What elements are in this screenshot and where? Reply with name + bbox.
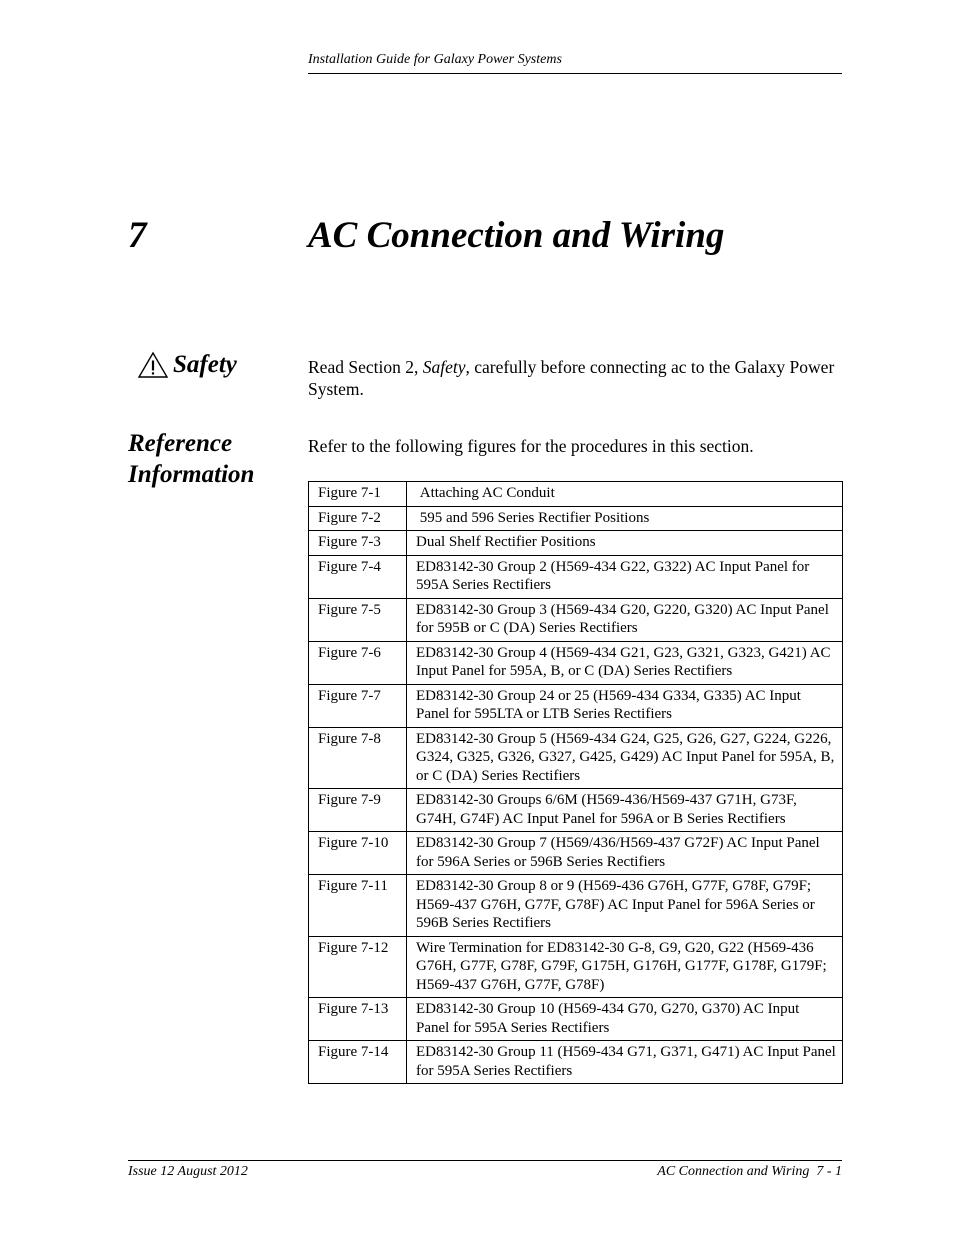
figure-description-cell: ED83142-30 Group 2 (H569-434 G22, G322) AC Input Panel for 595A Series Rectifiers: [407, 555, 843, 598]
table-row: [309, 641, 843, 684]
safety-text-italic: Safety: [422, 357, 466, 377]
page-footer: [128, 1160, 842, 1180]
figure-description-cell: ED83142-30 Group 8 or 9 (H569-436 G76H, G77F, G78F, G79F; H569-437 G76H, G77F, G78F) AC Input Panel for 596A Series or 596B Series Rectifiers: [407, 875, 843, 937]
figure-number-cell: Figure 7-11: [309, 875, 407, 937]
figure-number-cell: Figure 7-14: [309, 1041, 407, 1084]
safety-heading-label: Safety: [173, 351, 237, 378]
figure-number-cell: Figure 7-9: [309, 789, 407, 832]
figure-number-cell: Figure 7-13: [309, 998, 407, 1041]
table-row: [309, 555, 843, 598]
table-row: [309, 531, 843, 556]
figure-number-cell: Figure 7-3: [309, 531, 407, 556]
footer-issue: Issue 12 August 2012: [128, 1164, 248, 1179]
figure-list-table: [308, 481, 843, 1084]
figure-number-cell: Figure 7-6: [309, 641, 407, 684]
running-header: Installation Guide for Galaxy Power Systems: [308, 52, 842, 74]
table-row: [309, 727, 843, 789]
figure-number-cell: Figure 7-2: [309, 506, 407, 531]
figure-description-cell: ED83142-30 Group 10 (H569-434 G70, G270, G370) AC Input Panel for 595A Series Rectifiers: [407, 998, 843, 1041]
table-row: [309, 598, 843, 641]
figure-description-cell: ED83142-30 Group 4 (H569-434 G21, G23, G321, G323, G421) AC Input Panel for 595A, B, or C (DA) Series Rectifiers: [407, 641, 843, 684]
figure-description-cell: ED83142-30 Group 11 (H569-434 G71, G371, G471) AC Input Panel for 595A Series Rectifiers: [407, 1041, 843, 1084]
figure-number-cell: Figure 7-1: [309, 482, 407, 507]
table-row: [309, 936, 843, 998]
figure-description-cell: Attaching AC Conduit: [407, 482, 843, 507]
reference-heading: Reference Information: [128, 430, 255, 488]
figure-description-cell: 595 and 596 Series Rectifier Positions: [407, 506, 843, 531]
figure-description-cell: ED83142-30 Groups 6/6M (H569-436/H569-437 G71H, G73F, G74H, G74F) AC Input Panel for 596A or B Series Rectifiers: [407, 789, 843, 832]
figure-number-cell: Figure 7-5: [309, 598, 407, 641]
figure-number-cell: Figure 7-4: [309, 555, 407, 598]
chapter-title: AC Connection and Wiring: [308, 215, 725, 256]
figure-description-cell: ED83142-30 Group 5 (H569-434 G24, G25, G26, G27, G224, G226, G324, G325, G326, G327, G425, G429) AC Input Panel for 595A, B, or C (DA) Series Rectifiers: [407, 727, 843, 789]
figure-description-cell: ED83142-30 Group 7 (H569/436/H569-437 G72F) AC Input Panel for 596A Series or 596B Series Rectifiers: [407, 832, 843, 875]
figure-number-cell: Figure 7-10: [309, 832, 407, 875]
safety-paragraph: [308, 356, 842, 400]
figure-description-cell: ED83142-30 Group 24 or 25 (H569-434 G334, G335) AC Input Panel for 595LTA or LTB Series Rectifiers: [407, 684, 843, 727]
figure-description-cell: Wire Termination for ED83142-30 G-8, G9, G20, G22 (H569-436 G76H, G77F, G78F, G79F, G175H, G176H, G177F, G178F, G179F; H569-437 G76H, G77F, G78F): [407, 936, 843, 998]
table-row: [309, 998, 843, 1041]
table-row: [309, 1041, 843, 1084]
reference-intro: Refer to the following figures for the procedures in this section.: [308, 436, 754, 456]
chapter-number: 7: [128, 215, 147, 256]
table-row: [309, 482, 843, 507]
table-row: [309, 506, 843, 531]
footer-page: AC Connection and Wiring 7 - 1: [657, 1164, 842, 1179]
table-row: [309, 684, 843, 727]
table-row: [309, 875, 843, 937]
safety-text-after: , carefully before connecting ac to the Galaxy Power System.: [308, 357, 835, 399]
figure-description-cell: ED83142-30 Group 3 (H569-434 G20, G220, G320) AC Input Panel for 595B or C (DA) Series Rectifiers: [407, 598, 843, 641]
safety-text-before: Read Section 2,: [308, 357, 423, 377]
table-row: [309, 832, 843, 875]
safety-heading: [137, 349, 237, 380]
figure-number-cell: Figure 7-12: [309, 936, 407, 998]
figure-description-cell: Dual Shelf Rectifier Positions: [407, 531, 843, 556]
table-row: [309, 789, 843, 832]
figure-number-cell: Figure 7-8: [309, 727, 407, 789]
figure-number-cell: Figure 7-7: [309, 684, 407, 727]
warning-triangle-icon: [137, 351, 169, 379]
